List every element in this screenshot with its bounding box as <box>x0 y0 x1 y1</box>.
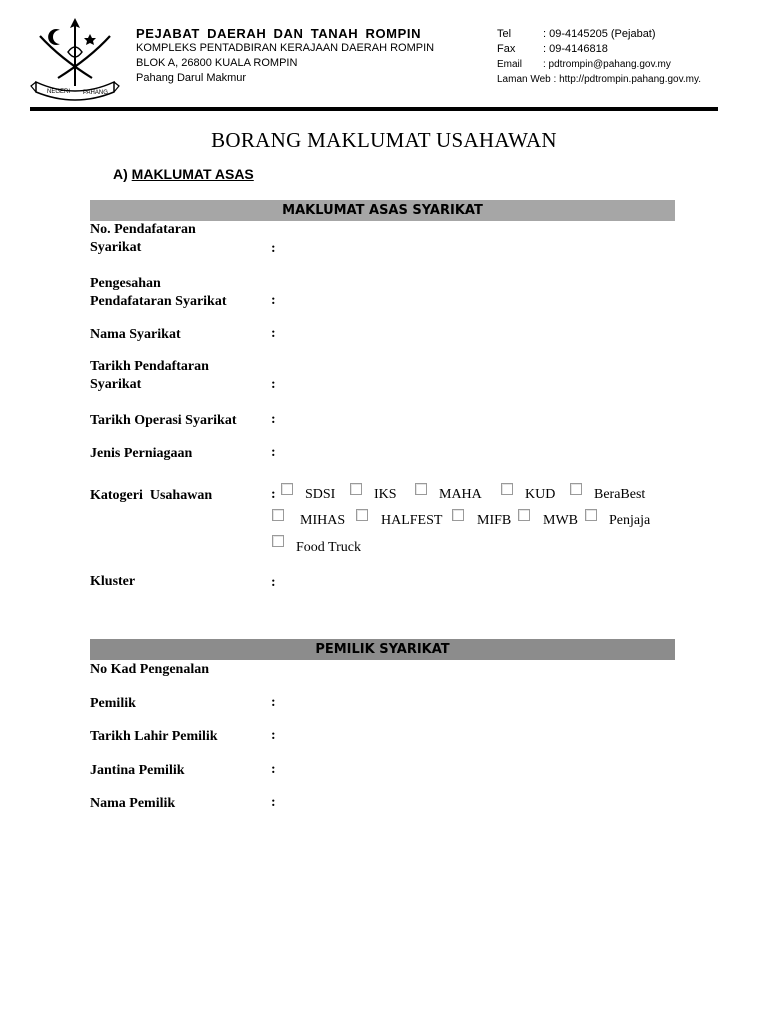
field-colon: : <box>271 445 276 460</box>
field-colon: : <box>271 695 276 710</box>
pahang-crest-logo <box>30 16 120 102</box>
tel-value: : 09-4145205 (Pejabat) <box>543 28 656 40</box>
option-label-food-truck: Food Truck <box>296 540 361 555</box>
website-row: Laman Web : http://pdtrompin.pahang.gov.my. <box>497 74 702 85</box>
field-label-ic-number: No Kad Pengenalan <box>90 662 210 677</box>
checkbox-iks[interactable] <box>350 483 362 495</box>
owner-section-heading: PEMILIK SYARIKAT <box>90 639 675 660</box>
option-label-mifb: MIFB <box>477 513 512 528</box>
section-a-heading <box>113 166 254 182</box>
address-line-3: Pahang Darul Makmur <box>136 72 247 84</box>
field-colon: : <box>271 487 276 502</box>
company-section-heading: MAKLUMAT ASAS SYARIKAT <box>90 200 675 221</box>
field-label-cluster: Kluster <box>90 574 136 589</box>
organization-name: PEJABAT DAERAH DAN TANAH ROMPIN <box>136 26 422 41</box>
fax-label: Fax <box>497 43 516 55</box>
checkbox-mifb[interactable] <box>452 509 464 521</box>
option-label-penjaja: Penjaja <box>609 513 651 528</box>
option-label-kud: KUD <box>525 487 556 502</box>
field-label-line: Syarikat <box>90 377 142 392</box>
tel-row <box>497 27 701 42</box>
form-title: BORANG MAKLUMAT USAHAWAN <box>211 128 557 152</box>
email-value: : pdtrompin@pahang.gov.my <box>543 59 671 70</box>
field-label-line: No. Pendafataran <box>90 222 196 237</box>
field-colon: : <box>271 326 276 341</box>
field-colon: : <box>271 762 276 777</box>
checkbox-kud[interactable] <box>501 483 513 495</box>
field-colon: : <box>271 377 276 392</box>
checkbox-sdsi[interactable] <box>281 483 293 495</box>
field-label-registration-no <box>90 221 196 257</box>
option-label-halfest: HALFEST <box>381 513 443 528</box>
checkbox-halfest[interactable] <box>356 509 368 521</box>
field-label-line: Pendafataran Syarikat <box>90 294 227 309</box>
field-label-owner-gender: Jantina Pemilik <box>90 763 185 778</box>
address-line-2: BLOK A, 26800 KUALA ROMPIN <box>136 57 298 69</box>
field-label-line: Tarikh Pendaftaran <box>90 359 209 374</box>
email-row <box>497 57 701 72</box>
address-line-1: KOMPLEKS PENTADBIRAN KERAJAAN DAERAH ROMPIN <box>136 42 435 54</box>
checkbox-maha[interactable] <box>415 483 427 495</box>
fax-value: : 09-4146818 <box>543 43 608 55</box>
checkbox-mihas[interactable] <box>272 509 284 521</box>
field-label-registration-date <box>90 358 209 394</box>
tel-label: Tel <box>497 28 512 40</box>
option-label-maha: MAHA <box>439 487 482 502</box>
field-label-owner-birthdate: Tarikh Lahir Pemilik <box>90 729 218 744</box>
field-label-line: Pengesahan <box>90 276 161 291</box>
field-label-operation-date: Tarikh Operasi Syarikat <box>90 413 237 428</box>
field-label-company-name: Nama Syarikat <box>90 327 181 342</box>
field-colon: : <box>271 728 276 743</box>
field-label-business-type: Jenis Perniagaan <box>90 446 193 461</box>
field-colon: : <box>271 575 276 590</box>
field-colon: : <box>271 795 276 810</box>
letterhead-contact-block <box>497 27 701 87</box>
field-colon: : <box>271 412 276 427</box>
option-label-mihas: MIHAS <box>300 513 346 528</box>
email-label: Email <box>497 59 523 70</box>
checkbox-penjaja[interactable] <box>585 509 597 521</box>
field-label-owner: Pemilik <box>90 696 136 711</box>
checkbox-berabest[interactable] <box>570 483 582 495</box>
checkbox-mwb[interactable] <box>518 509 530 521</box>
crest-icon <box>30 16 120 102</box>
field-label-registration-verification <box>90 275 227 311</box>
letterhead-address-block <box>136 26 434 86</box>
field-label-entrepreneur-category: Katogeri Usahawan <box>90 488 213 503</box>
option-label-mwb: MWB <box>543 513 578 528</box>
section-a-prefix: A) <box>113 166 128 182</box>
option-label-iks: IKS <box>374 487 397 502</box>
field-label-line: Syarikat <box>90 240 142 255</box>
field-colon: : <box>271 241 276 256</box>
option-label-berabest: BeraBest <box>594 487 646 502</box>
crest-ribbon-left: NEGERI <box>47 89 71 95</box>
option-label-sdsi: SDSI <box>305 487 336 502</box>
field-label-owner-name: Nama Pemilik <box>90 796 176 811</box>
fax-row <box>497 42 701 57</box>
checkbox-food-truck[interactable] <box>272 535 284 547</box>
letterhead-divider <box>30 107 718 111</box>
crest-ribbon-right: PAHANG <box>83 90 108 96</box>
field-colon: : <box>271 293 276 308</box>
section-a-title: MAKLUMAT ASAS <box>131 166 254 182</box>
